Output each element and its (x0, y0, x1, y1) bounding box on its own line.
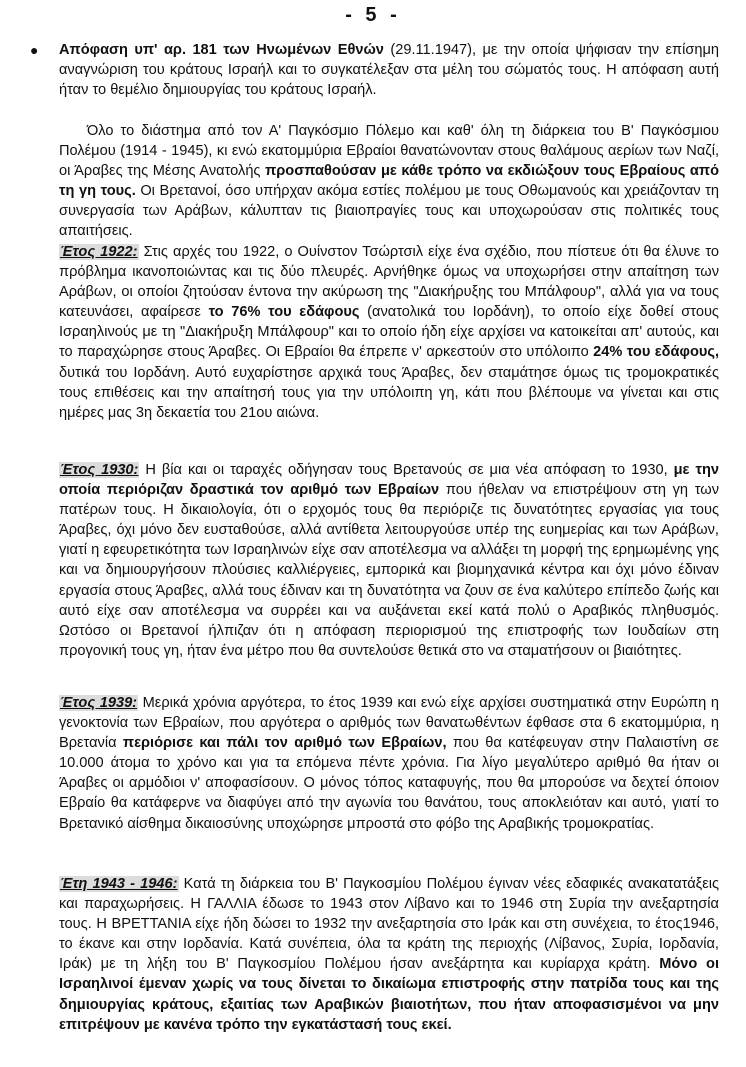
heading-1939: Έτος 1939: (60, 695, 138, 711)
p2-text-1: Στις αρχές του 1922, ο Ουίνστον Τσώρτσιλ είχε ένα σχέδιο, που πίστευε ότι θα έλυνε το πρόβλημα ικανοποιώντας και τις δύο πλευρές. Αρνήθηκε όμως να υποχωρήσει στην απαίτηση των Αράβων, οι οποίοι ζητούσαν έντονα την ακύρωση της "Διακήρυξης του Μπάλφουρ", αλλά για να τους κατευνάσει, αφαίρεσε (59, 244, 719, 321)
bullet-bold: Απόφαση υπ' αρ. 181 των Ηνωμένων Εθνών (59, 42, 384, 58)
p3-bold-1: με την οποία περιόριζαν δραστικά τον αριθμό των Εβραίων (59, 462, 719, 499)
p2-bold-1: το 76% του εδάφους (208, 304, 360, 321)
p3-text-2: που ήθελαν να επιστρέψουν στη γη των πατέρων τους. Η δικαιολογία, ότι ο ερχομός τους θα περιόριζε τις δυνατότητες εργασίας για τους Άραβες, όχι μόνο δεν ευσταθούσε, αλλά αντίθετα λειτουργούσε υπέρ της ευημερίας και των Αράβων, γιατί η εφευρετικότητα των Ισραηλινών είχε σαν αποτέλεσμα να αλλάξει τη μορφή της ερημωμένης γης και να δημιουργήσουν πλούσιες καλλιέργειες, εμπορικά και βιομηχανικά κέντρα και όχι μόνο έδιναν εργασία στους Άραβες, αλλά τους έδιναν και τη δυνατότητα να ζουν σε ένα καλύτερο επίπεδο ζωής και αυτό είχε σαν αποτέλεσμα να συρρέει και να αυξάνεται εκεί κατά πολύ ο Αραβικός πληθυσμός. Ωστόσο οι Βρετανοί ήλπιζαν ότι η απόφαση περιορισμού της επιστροφής των Ιουδαίων στη προγονική τους γη, ήταν ένα μέτρο που θα συντελούσε θετικά στο να σταματήσουν οι βιαιότητες. (59, 482, 719, 659)
page-number: - 5 - (345, 4, 401, 26)
heading-1943-1946: Έτη 1943 - 1946: (60, 876, 178, 892)
bullet-dot-icon: ● (30, 42, 39, 58)
paragraph-overview (59, 121, 719, 242)
p3-text-1: Η βία και οι ταραχές οδήγησαν τους Βρετανούς σε μια νέα απόφαση το 1930, (139, 462, 674, 478)
p4-bold-1: περιόρισε και πάλι τον αριθμό των Εβραίων, (122, 735, 447, 752)
p1-bold-1: προσπαθούσαν με κάθε τρόπο να εκδιώξουν τους Εβραίους από τη γη τους. (59, 163, 719, 200)
heading-1922: Έτος 1922: (60, 244, 138, 260)
paragraph-1943-1946 (59, 874, 719, 1035)
p4-text-1: Μερικά χρόνια αργότερα, το έτος 1939 και ενώ είχε αρχίσει συστηματικά στην Ευρώπη η γενοκτονία των Εβραίων, που αργότερα ο αριθμός των θανατωθέντων έφθασε στα 6 εκατομμύρια, η Βρετανία (59, 695, 719, 752)
p2-bold-2: 24% του εδάφους, (593, 344, 719, 361)
paragraph-1930 (59, 460, 719, 661)
p2-text-3: δυτικά του Ιορδάνη. Αυτό ευχαρίστησε αρχικά τους Άραβες, δεν σταμάτησε όμως τις τρομοκρατικές τους επιθέσεις και την απαίτησή τους για την υπόλοιπη γη, κάτι που βλέπουμε να γίνεται και στις ημέρες μας 3η δεκαετία του 21ου αιώνα. (59, 364, 719, 421)
paragraph-1939 (59, 693, 719, 834)
bullet-text (59, 40, 719, 100)
p5-bold-1: Μόνο οι Ισραηλινοί έμεναν χωρίς να τους δίνεται το δικαίωμα επιστροφής στην πατρίδα τους και της δημιουργίας κράτους, εξαιτίας των Αραβικών βιαιοτήτων, που ήταν αποφασισμένοι να μην επιτρέψουν με κανένα τρόπο την εγκατάστασή τους εκεί. (59, 956, 719, 1033)
paragraph-1922 (59, 242, 719, 423)
p1-text-1: Όλο το διάστημα από τον Α' Παγκόσμιο Πόλεμο και καθ' όλη τη διάρκεια του Β' Παγκόσμιου Πολέμου (1914 - 1945), κι ενώ εκατομμύρια Εβραίοι θανατώνονταν στους θαλάμους αερίων των Ναζί, οι Άραβες της Μέσης Ανατολής (59, 123, 719, 180)
p4-text-2: που θα κατέφευγαν στην Παλαιστίνη σε 10.000 άτομα το χρόνο και για τα επόμενα πέντε χρόνια. Για λίγο μεγαλύτερο αριθμό θα ήταν οι Άραβες οι αρμόδιοι ν' αποφασίσουν. Ο μόνος τόπος καταφυγής, που θα μπορούσε να δεχτεί όποιον Εβραίο θα κατάφερνε να διαφύγει από την αγωνία του θανάτου, τους αποκλειόταν και αυτό, γιατί το Βρετανικό αίσθημα δικαιοσύνης υποχώρησε μπροστά στο φόβο της Αραβικής τρομοκρατίας. (59, 735, 719, 832)
heading-1930: Έτος 1930: (60, 462, 139, 478)
bullet-item (30, 40, 719, 100)
bullet-rest: (29.11.1947), με την οποία ψήφισαν την επίσημη αναγνώριση του κράτους Ισραήλ και το συγκατέλεξαν στα μέλη του σώματός τους. Η απόφαση αυτή ήταν το θεμέλιο δημιουργίας του κράτους Ισραήλ. (59, 42, 719, 99)
p5-text-1: Κατά τη διάρκεια του Β' Παγκοσμίου Πολέμου έγιναν νέες εδαφικές ανακατατάξεις και παραχωρήσεις. Η ΓΑΛΛΙΑ έδωσε το 1943 στον Λίβανο και το 1946 στη Συρία την ανεξαρτησία τους. Η ΒΡΕΤΤΑΝΙΑ είχε ήδη δώσει το 1932 την ανεξαρτησία στο Ιράκ και στη συνέχεια, το έτος1946, το έκανε και στην Ιορδανία. Κατά συνέπεια, όλα τα κράτη της περιοχής (Λίβανος, Συρία, Ιορδανία, Ιράκ) με τη λήξη του Β' Παγκοσμίου Πολέμου ήσαν ανεξάρτητα και κυρίαρχα κράτη. (59, 876, 719, 973)
p2-text-2: (ανατολικά του Ιορδάνη), το οποίο είχε δοθεί στους Ισραηλινούς με τη "Διακήρυξη Μπάλφουρ" και το οποίο ήδη είχε αρχίσει να κατοικείται απ' αυτούς, και το παραχώρησε στους Άραβες. Οι Εβραίοι θα έπρεπε ν' αρκεστούν στο υπόλοιπο (59, 304, 719, 361)
p1-text-2: Οι Βρετανοί, όσο υπήρχαν ακόμα εστίες πολέμου με τους Οθωμανούς και χρειάζονταν τη συνεργασία των Αράβων, κάλυπταν τις βιαιοπραγίες τους και υποχωρούσαν στις πολιτικές τους απαιτήσεις. (59, 183, 720, 240)
